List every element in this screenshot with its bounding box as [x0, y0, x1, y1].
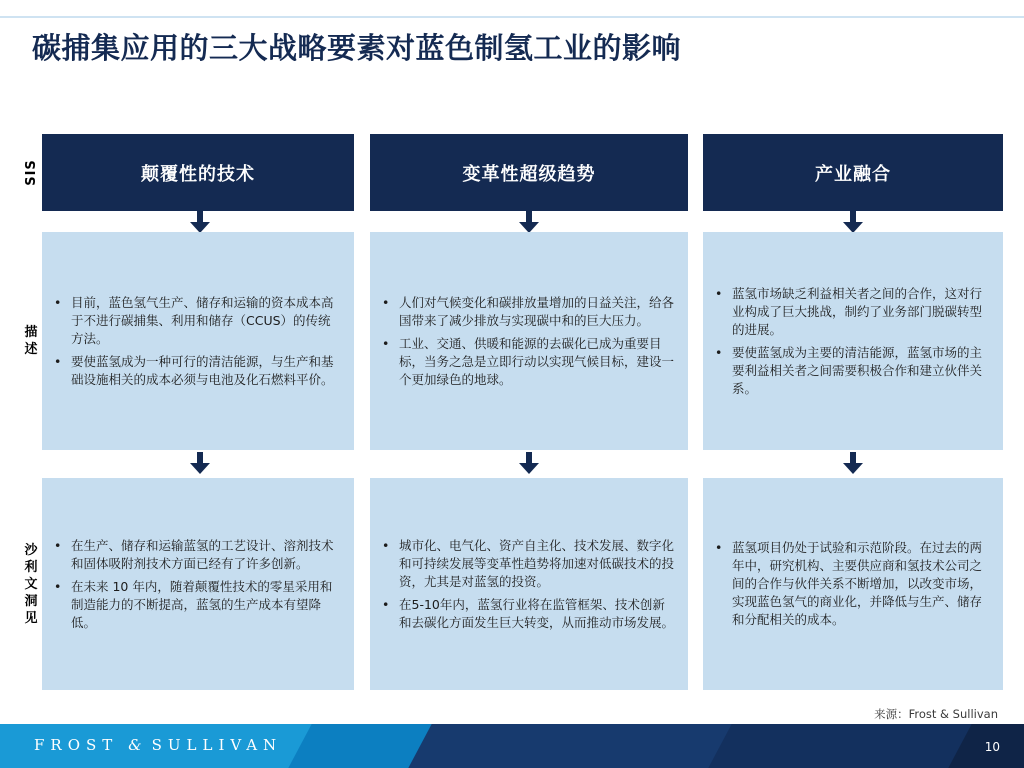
list-item: • 目前，蓝色氢气生产、储存和运输的资本成本高于不进行碳捕集、利用和储存（CCUS）的传统方法。 — [54, 294, 340, 348]
describe-card-3 — [703, 232, 1003, 450]
insight-card-1 — [42, 478, 354, 690]
list-item: • 蓝氢项目仍处于试验和示范阶段。在过去的两年中，研究机构、主要供应商和氢技术公司之间的合作与伙伴关系不断增加，以改变市场，实现蓝色氢气的商业化，并降低与生产、储存和分配相关的成本。 — [715, 539, 989, 629]
list-item: • 要使蓝氢成为主要的清洁能源，蓝氢市场的主要利益相关者之间需要积极合作和建立伙伴关系。 — [715, 344, 989, 398]
describe-card-2 — [370, 232, 688, 450]
footer — [0, 724, 1024, 768]
insight-card-2 — [370, 478, 688, 690]
source-note: 来源：Frost & Sullivan — [874, 707, 998, 721]
header-transformative-megatrends: 变革性超级趋势 — [370, 134, 688, 211]
down-arrow-icon — [194, 211, 206, 233]
down-arrow-icon — [847, 211, 859, 233]
down-arrow-icon — [847, 452, 859, 474]
list-item: • 要使蓝氢成为一种可行的清洁能源，与生产和基础设施相关的成本必须与电池及化石燃料平价。 — [54, 353, 340, 389]
row-label-describe: 描述 — [24, 325, 38, 357]
down-arrow-icon — [523, 211, 535, 233]
list-item: • 在5-10年内，蓝氢行业将在监管框架、技术创新和去碳化方面发生巨大转变，从而推动市场发展。 — [382, 596, 674, 632]
page-title: 碳捕集应用的三大战略要素对蓝色制氢工业的影响 — [32, 31, 682, 65]
list-item: • 蓝氢市场缺乏利益相关者之间的合作，这对行业构成了巨大挑战，制约了业务部门脱碳转型的进展。 — [715, 285, 989, 339]
page-number: 10 — [984, 740, 1000, 754]
frost-sullivan-logo: FROST & SULLIVAN — [34, 736, 283, 754]
header-industry-convergence: 产业融合 — [703, 134, 1003, 211]
list-item: • 在未来 10 年内，随着颠覆性技术的零星采用和制造能力的不断提高，蓝氢的生产成本有望降低。 — [54, 578, 340, 632]
list-item: • 在生产、储存和运输蓝氢的工艺设计、溶剂技术和固体吸附剂技术方面已经有了许多创新。 — [54, 537, 340, 573]
list-item: • 城市化、电气化、资产自主化、技术发展、数字化和可持续发展等变革性趋势将加速对低碳技术的投资，尤其是对蓝氢的投资。 — [382, 537, 674, 591]
down-arrow-icon — [194, 452, 206, 474]
insight-card-3 — [703, 478, 1003, 690]
row-label-sis: SIS — [23, 159, 39, 186]
list-item: • 工业、交通、供暖和能源的去碳化已成为重要目标，当务之急是立即行动以实现气候目标，建设一个更加绿色的地球。 — [382, 335, 674, 389]
header-disruptive-technology: 颠覆性的技术 — [42, 134, 354, 211]
down-arrow-icon — [523, 452, 535, 474]
top-rule — [0, 16, 1024, 18]
list-item: • 人们对气候变化和碳排放量增加的日益关注，给各国带来了减少排放与实现碳中和的巨大压力。 — [382, 294, 674, 330]
describe-card-1 — [42, 232, 354, 450]
row-label-insight: 沙利文洞见 — [24, 542, 38, 626]
